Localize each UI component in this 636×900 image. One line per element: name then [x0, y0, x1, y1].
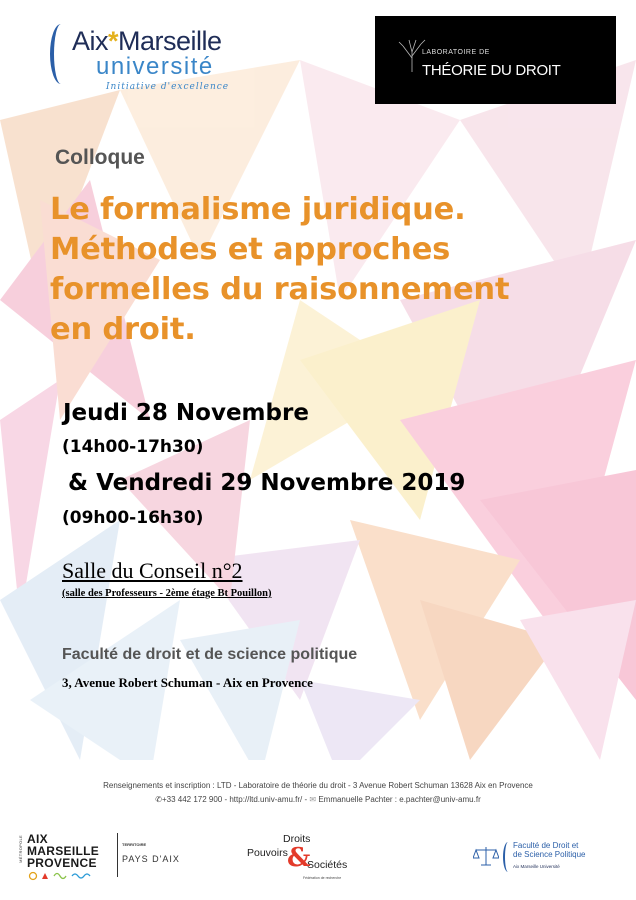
- event-room: Salle du Conseil n°2: [62, 558, 243, 583]
- dps-word: Pouvoirs: [247, 847, 288, 859]
- metropole-word: MARSEILLE: [27, 844, 100, 858]
- event-time-1: (14h00-17h30): [62, 437, 204, 457]
- faculty-logo-sub: Aix Marseille Université: [513, 864, 560, 869]
- logo-divider: [117, 833, 118, 877]
- metropole-logo: [18, 833, 128, 883]
- faculty-logo: [473, 840, 623, 880]
- info-line: Renseignements et inscription : LTD - Laboratoire de théorie du droit - 3 Avenue Robert Schuman 13628 Aix en Provence: [103, 781, 533, 790]
- scales-icon: [473, 844, 499, 868]
- event-title-line: Le formalisme juridique.: [50, 192, 466, 227]
- metropole-vertical-text: MÉTROPOLE: [18, 835, 23, 863]
- dps-sub: Fédération de recherche: [303, 876, 342, 880]
- dps-word: Sociétés: [307, 859, 348, 871]
- amu-logo-tagline: Initiative d'excellence: [106, 82, 230, 92]
- ltd-logo: [375, 16, 616, 104]
- dps-logo: [247, 833, 367, 889]
- metropole-word: AIX: [27, 832, 48, 846]
- event-title-line: Méthodes et approches: [50, 232, 451, 267]
- asterisk-icon: *: [108, 26, 119, 56]
- amu-logo: [50, 22, 250, 96]
- faculty-logo-line: Faculté de Droit et: [513, 841, 579, 850]
- logo-bracket-icon: [503, 842, 513, 872]
- event-faculty: Faculté de droit et de science politique: [62, 646, 358, 663]
- pays-aix-logo: [122, 840, 182, 880]
- metropole-symbols-icon: [28, 871, 108, 881]
- amu-logo-universite: université: [96, 53, 214, 80]
- event-title: [50, 190, 610, 350]
- contact-line: [0, 795, 636, 804]
- phone-icon: ✆: [155, 795, 162, 804]
- mail-icon: ✉: [307, 795, 317, 804]
- ampersand-icon: &: [287, 843, 311, 873]
- pays-aix-name: PAYS D'AIX: [122, 854, 180, 864]
- contact-email: Emmanuelle Pachter : e.pachter@univ-amu.fr: [316, 795, 481, 804]
- logo-bracket-icon: [50, 24, 72, 84]
- event-time-2: (09h00-16h30): [62, 508, 204, 528]
- dps-word: Droits: [283, 833, 311, 845]
- event-title-line: en droit.: [50, 312, 196, 347]
- event-kind: Colloque: [55, 146, 145, 169]
- event-date-2: & Vendredi 29 Novembre 2019: [68, 470, 466, 496]
- ltd-logo-small: LABORATOIRE DE: [422, 49, 490, 56]
- event-room-detail: (salle des Professeurs - 2ème étage Bt Pouillon): [62, 588, 272, 599]
- phone-and-url: +33 442 172 900 - http://ltd.univ-amu.fr/ -: [161, 795, 308, 804]
- event-address: 3, Avenue Robert Schuman - Aix en Provence: [62, 675, 313, 690]
- faculty-logo-line: de Science Politique: [513, 850, 586, 859]
- event-date-1: Jeudi 28 Novembre: [63, 400, 309, 426]
- metropole-word: PROVENCE: [27, 856, 97, 870]
- pays-aix-small: TERRITOIRE: [122, 842, 147, 847]
- event-title-line: formelles du raisonnement: [50, 272, 510, 307]
- amu-logo-title: Aix*Marseille: [72, 26, 222, 56]
- ltd-logo-name: THÉORIE DU DROIT: [422, 62, 561, 79]
